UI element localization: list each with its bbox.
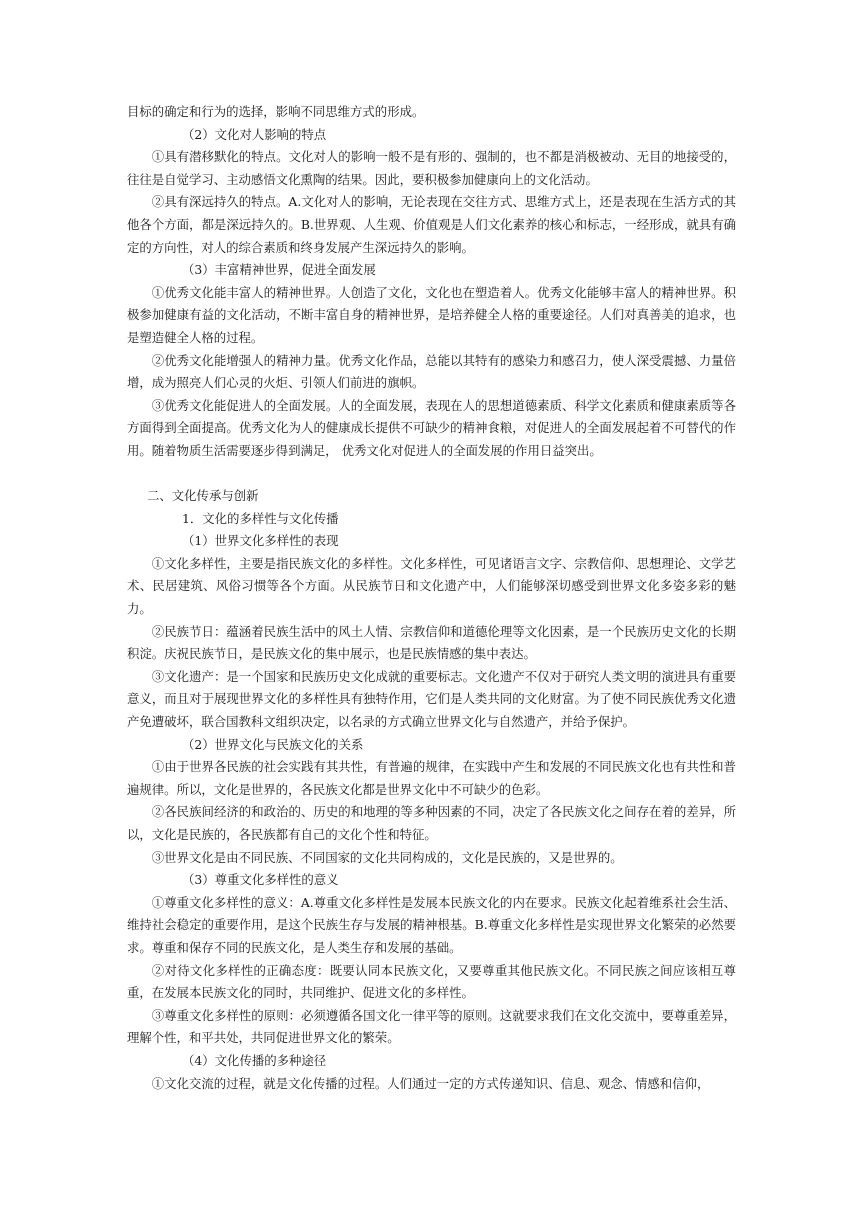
paragraph: ①文化交流的过程，就是文化传播的过程。人们通过一定的方式传递知识、信息、观念、情感和信仰， bbox=[151, 1075, 710, 1091]
document-page bbox=[127, 101, 736, 1095]
paragraph: ③文化遗产：是一个国家和民族历史文化成就的重要标志。文化遗产不仅对于研究人类文明的演进具有重要意义，而且对于展现世界文化的多样性具有独特作用，它们是人类共同的文化财富。为了使不同民族优秀文化遗产免遭破坏，联合国教科文组织决定，以名录的方式确立世界文化与自然遗产，并给予保护。 bbox=[127, 668, 736, 730]
paragraph: ①尊重文化多样性的意义：A.尊重文化多样性是发展本民族文化的内在要求。民族文化起着维系社会生活、维持社会稳定的重要作用，是这个民族生存与发展的精神根基。B.尊重文化多样性是实现世界文化繁荣的必然要求。尊重和保存不同的民族文化，是人类生存和发展的基础。 bbox=[127, 894, 736, 955]
blank-line bbox=[127, 463, 736, 486]
subheading-spread: （4）文化传播的多种途径 bbox=[182, 1052, 327, 1068]
subheading-relation: （2）世界文化与民族文化的关系 bbox=[182, 736, 364, 752]
paragraph: ③尊重文化多样性的原则：必须遵循各国文化一律平等的原则。这就要求我们在文化交流中，要尊重差异，理解个性，和平共处，共同促进世界文化的繁荣。 bbox=[127, 1007, 736, 1046]
paragraph: ①由于世界各民族的社会实践有其共性，有普遍的规律，在实践中产生和发展的不同民族文化也有共性和普遍规律。所以，文化是世界的，各民族文化都是世界文化中不可缺少的色彩。 bbox=[127, 759, 736, 797]
paragraph: ②优秀文化能增强人的精神力量。优秀文化作品，总能以其特有的感染力和感召力，使人深受震撼、力量倍增，成为照亮人们心灵的火炬、引领人们前进的旗帜。 bbox=[127, 352, 736, 391]
paragraph: ①优秀文化能丰富人的精神世界。人创造了文化，文化也在塑造着人。优秀文化能够丰富人的精神世界。积极参加健康有益的文化活动，不断丰富自身的精神世界，是培养健全人格的重要途径。人们对真善美的追求，也是塑造健全人格的过程。 bbox=[127, 284, 736, 345]
subheading-respect: （3）尊重文化多样性的意义 bbox=[182, 872, 339, 888]
paragraph: ③优秀文化能促进人的全面发展。人的全面发展，表现在人的思想道德素质、科学文化素质和健康素质等各方面得到全面提高。优秀文化为人的健康成长提供不可缺少的精神食粮，对促进人的全面发展起着不可替代的作用。随着物质生活需要逐步得到满足， 优秀文化对促进人的全面发展的作用日益突出。 bbox=[127, 397, 736, 458]
paragraph: 目标的确定和行为的选择，影响不同思维方式的形成。 bbox=[127, 104, 425, 119]
paragraph: ②各民族间经济的和政治的、历史的和地理的等多种因素的不同，决定了各民族文化之间存在着的差异，所以，文化是民族的，各民族都有自己的文化个性和特征。 bbox=[127, 804, 736, 842]
paragraph: ②具有深远持久的特点。A.文化对人的影响，无论表现在交往方式、思维方式上，还是表现在生活方式的其他各个方面，都是深远持久的。B.世界观、人生观、价值观是人们文化素养的核心和标志，一经形成，就具有确定的方向性，对人的综合素质和终身发展产生深远持久的影响。 bbox=[127, 194, 736, 255]
subheading-diversity-expression: （1）世界文化多样性的表现 bbox=[182, 533, 339, 549]
paragraph: ②民族节日：蕴涵着民族生活中的风土人情、宗教信仰和道德伦理等文化因素，是一个民族历史文化的长期积淀。庆祝民族节日，是民族文化的集中展示，也是民族情感的集中表达。 bbox=[127, 623, 736, 662]
paragraph: ①具有潜移默化的特点。文化对人的影响一般不是有形的、强制的，也不都是消极被动、无目的地接受的，往往是自觉学习、主动感悟文化熏陶的结果。因此，要积极参加健康向上的文化活动。 bbox=[127, 149, 736, 187]
subheading-enrich: （3）丰富精神世界，促进全面发展 bbox=[182, 262, 376, 278]
paragraph: ①文化多样性，主要是指民族文化的多样性。文化多样性，可见诸语言文字、宗教信仰、思想理论、文学艺术、民居建筑、风俗习惯等各个方面。从民族节日和文化遗产中，人们能够深切感受到世界文化多姿多彩的魅力。 bbox=[127, 555, 736, 617]
subheading-diversity: 1．文化的多样性与文化传播 bbox=[182, 510, 339, 526]
paragraph: ③世界文化是由不同民族、不同国家的文化共同构成的，文化是民族的，又是世界的。 bbox=[151, 849, 623, 865]
section-heading-2: 二、文化传承与创新 bbox=[147, 488, 259, 504]
paragraph: ②对待文化多样性的正确态度：既要认同本民族文化，又要尊重其他民族文化。不同民族之间应该相互尊重，在发展本民族文化的同时，共同维护、促进文化的多样性。 bbox=[127, 962, 736, 1001]
subheading-influence-features: （2）文化对人影响的特点 bbox=[182, 126, 327, 142]
